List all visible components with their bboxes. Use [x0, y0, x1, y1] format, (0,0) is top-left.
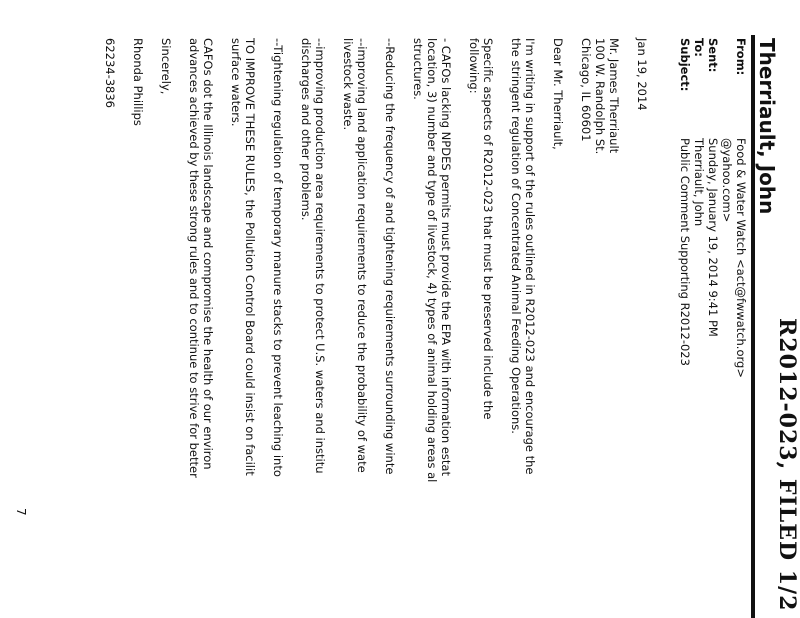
from-label: From:	[734, 38, 748, 76]
to-value: Therriault, John	[692, 138, 706, 227]
sent-label: Sent:	[706, 38, 720, 73]
paragraph-land-application: --improving land application requirements to reduce the probability of wate livestock waste.	[341, 38, 369, 473]
filing-stamp: R2012-023, FILED 1/2	[774, 318, 800, 612]
page-number: 7	[14, 508, 28, 516]
subject-label: Subject:	[678, 38, 692, 92]
address-line-3: Chicago, IL 60601	[579, 38, 593, 142]
salutation: Dear Mr. Therriault,	[551, 38, 565, 150]
paragraph-winter: --Reducing the frequency of and tightening requirements surrounding winte	[383, 38, 397, 475]
from-value-line-1: Food & Water Watch <act@fwwatch.org>	[734, 138, 748, 378]
recipient-name-heading: Therriault, John	[755, 38, 779, 215]
paragraph-manure-stacks: --Tightening regulation of temporary manure stacks to prevent leaching into	[271, 38, 285, 477]
paragraph-production-area: --improving production area requirements to protect U.S. waters and institu discharges and other problems.	[299, 38, 327, 474]
paragraph-cafos: CAFOs dot the Illinois landscape and compromise the health of our environ advances achieved by these strong rules and to continue to strive for better	[187, 38, 215, 478]
address-line-1: Mr. James Therriault	[607, 38, 621, 154]
address-line-2: 100 W. Randolph St.	[593, 38, 607, 155]
subject-value: Public Comment Supporting R2012-023	[678, 138, 692, 366]
paragraph-improve-rules: TO IMPROVE THESE RULES, the Pollution Control Board could insist on facilit surface waters.	[229, 38, 257, 476]
header-divider	[751, 35, 755, 618]
signer-name: Rhonda Phillips	[131, 38, 145, 126]
paragraph-npdes: - CAFOs lacking NPDES permits must provide the EPA with information estat location, 3) number and type of livestock, 4) types of animal holding areas al structures.	[411, 38, 453, 483]
paragraph-support: I'm writing in support of the rules outlined in R2012-023 and encourage the the stringent regulation of Concentrated Animal Feeding Operations.	[509, 38, 537, 475]
letter-date: Jan 19, 2014	[635, 38, 649, 111]
from-value-line-2: @yahoo.com>	[720, 138, 734, 223]
paragraph-aspects: Specific aspects of R2012-023 that must be preserved include the following:	[467, 38, 495, 420]
to-label: To:	[692, 38, 706, 57]
signer-zip: 62234-3836	[103, 38, 117, 108]
closing: Sincerely,	[159, 38, 173, 95]
sent-value: Sunday, January 19, 2014 9:41 PM	[706, 138, 720, 337]
